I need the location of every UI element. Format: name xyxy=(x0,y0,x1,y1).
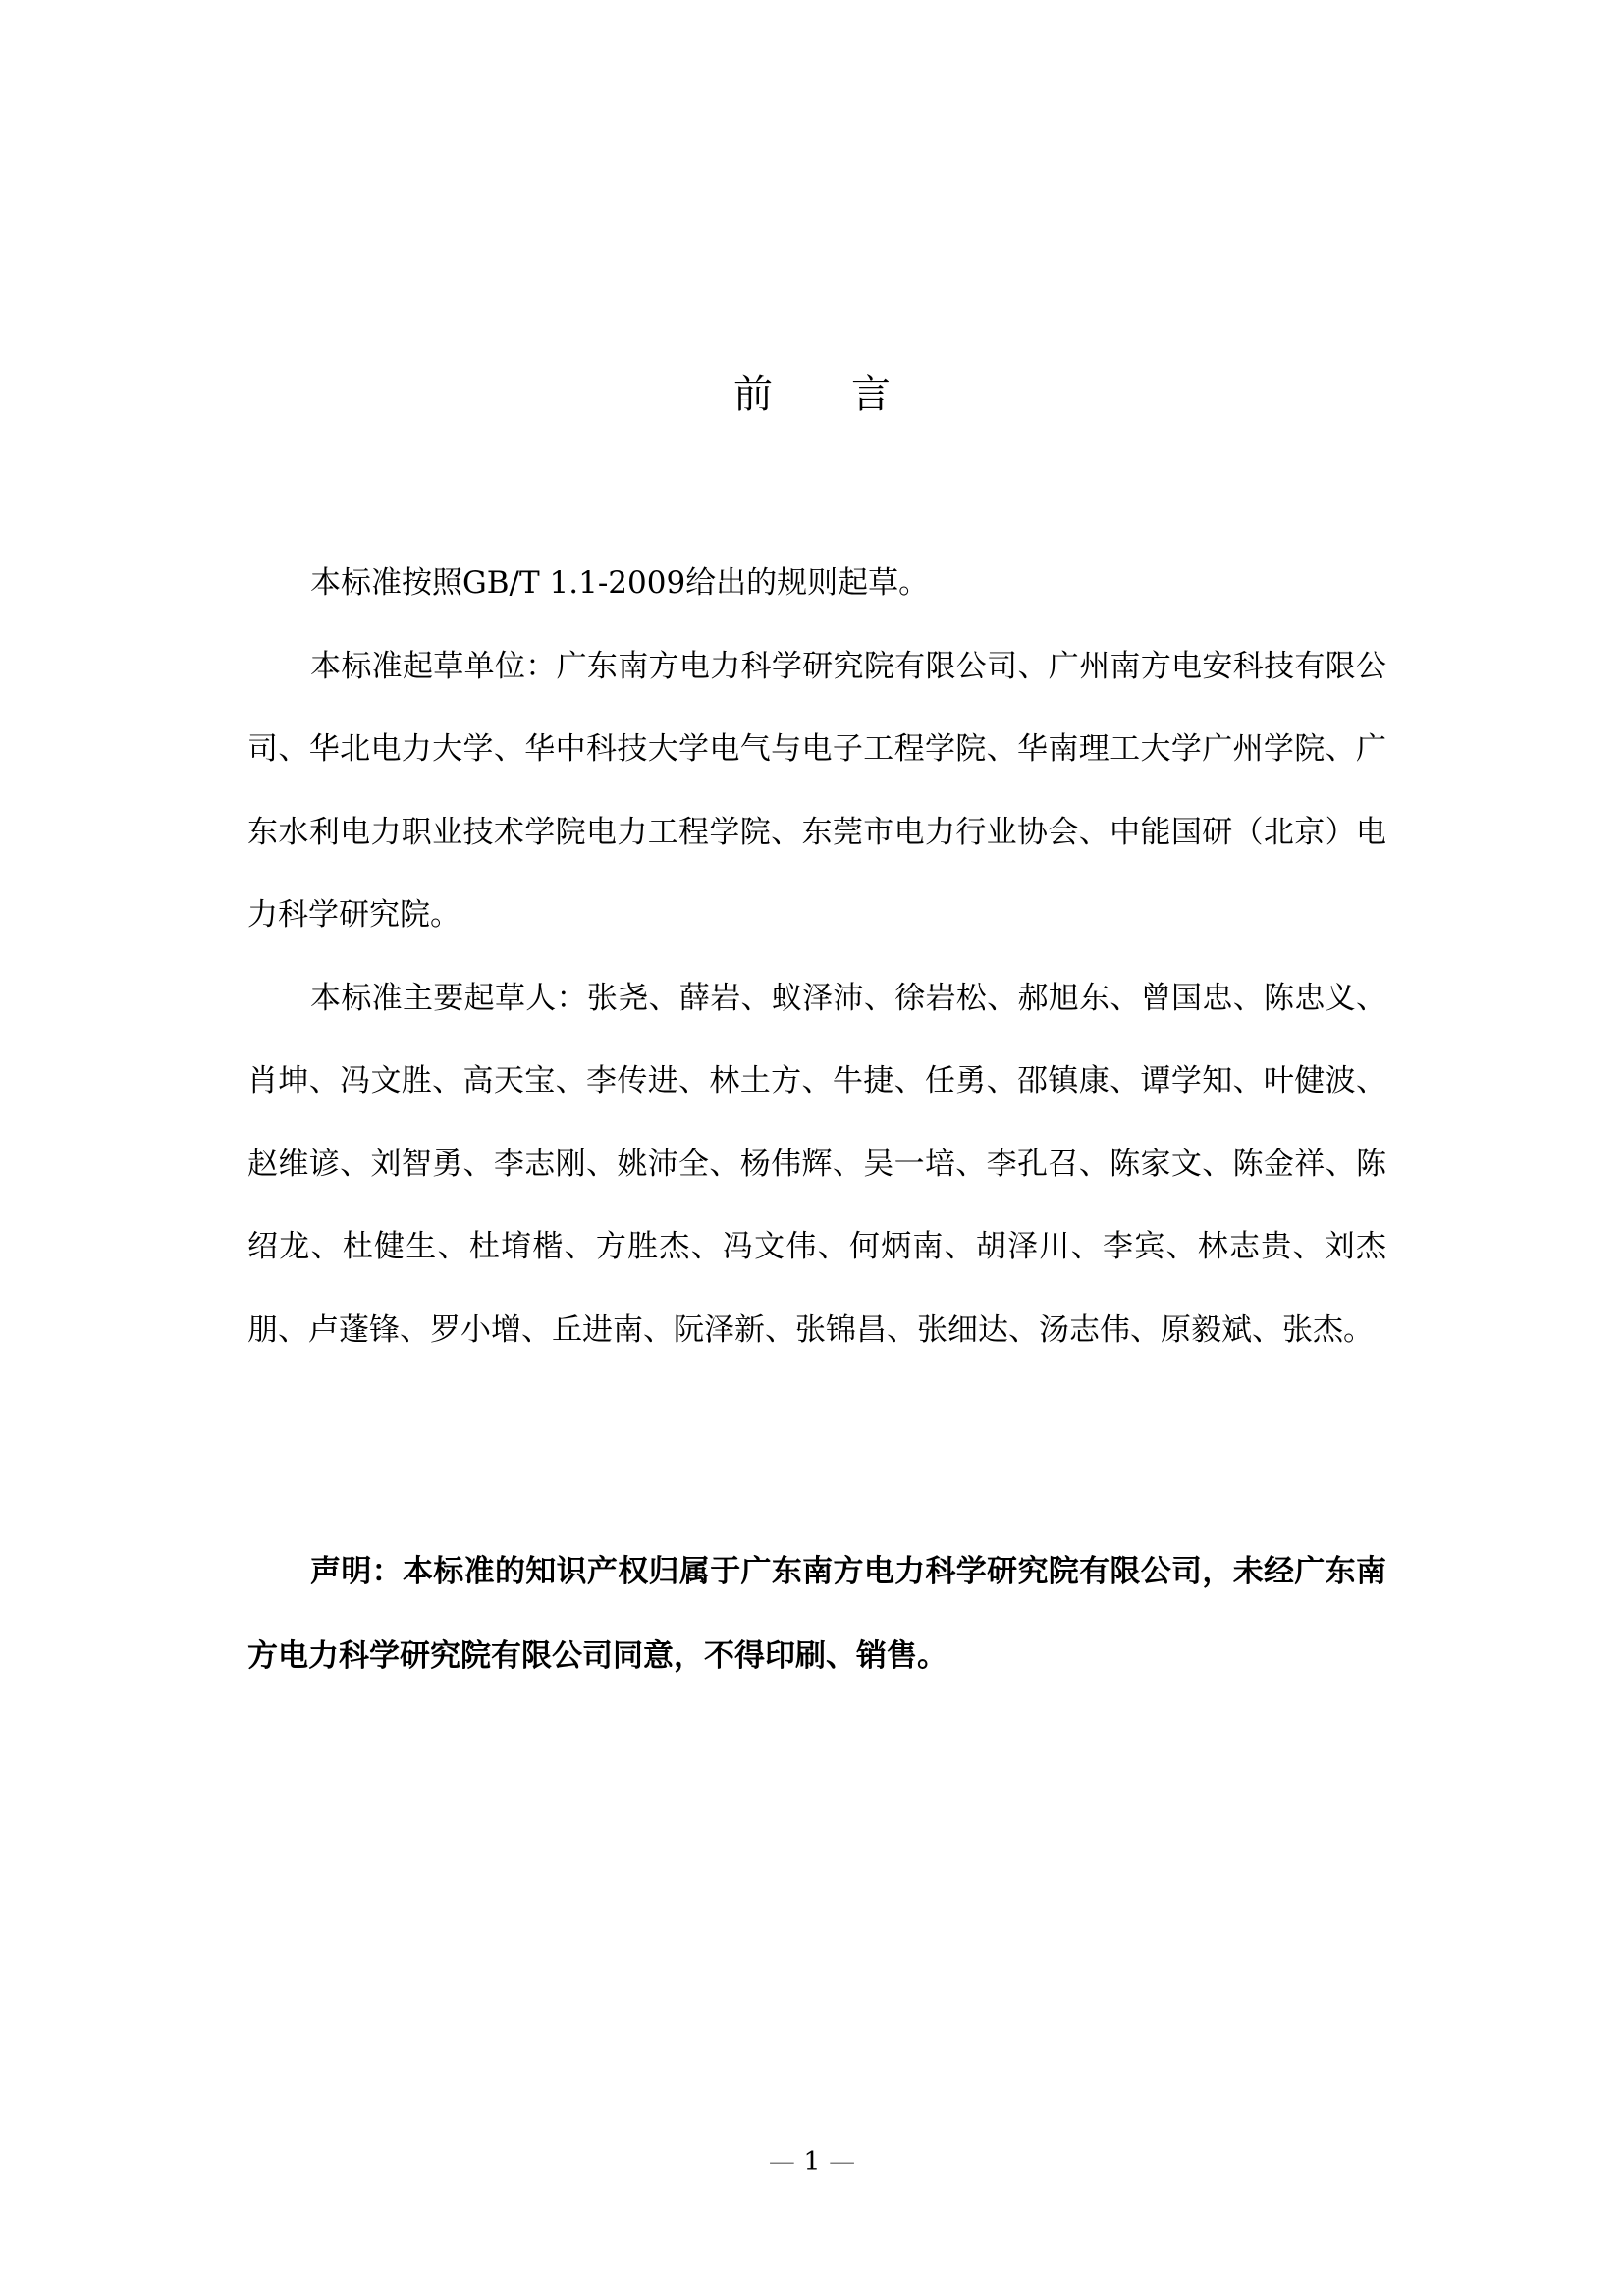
drafting-rules-paragraph: 本标准按照GB/T 1.1-2009给出的规则起草。 xyxy=(310,565,930,601)
copyright-statement: 声明：本标准的知识产权归属于广东南方电力科学研究院有限公司，未经广东南方电力科学研究院有限公司同意，不得印刷、销售。 xyxy=(247,1554,1386,1674)
page-number: — 1 — xyxy=(768,2147,856,2177)
foreword-body xyxy=(247,542,1386,1371)
page-title: 前言 xyxy=(733,371,969,417)
drafters-paragraph: 本标准主要起草人：张尧、薛岩、蚁泽沛、徐岩松、郝旭东、曾国忠、陈忠义、肖坤、冯文胜、高天宝、李传进、林土方、牛捷、任勇、邵镇康、谭学知、叶健波、赵维谚、刘智勇、李志刚、姚沛全、杨伟辉、吴一培、李孔召、陈家文、陈金祥、陈绍龙、杜健生、杜堉楷、方胜杰、冯文伟、何炳南、胡泽川、李宾、林志贵、刘杰朋、卢蓬锋、罗小增、丘进南、阮泽新、张锦昌、张细达、汤志伟、原毅斌、张杰。 xyxy=(247,980,1386,1348)
drafting-units-paragraph: 本标准起草单位：广东南方电力科学研究院有限公司、广州南方电安科技有限公司、华北电力大学、华中科技大学电气与电子工程学院、华南理工大学广州学院、广东水利电力职业技术学院电力工程学院、东莞市电力行业协会、中能国研（北京）电力科学研究院。 xyxy=(247,648,1386,933)
